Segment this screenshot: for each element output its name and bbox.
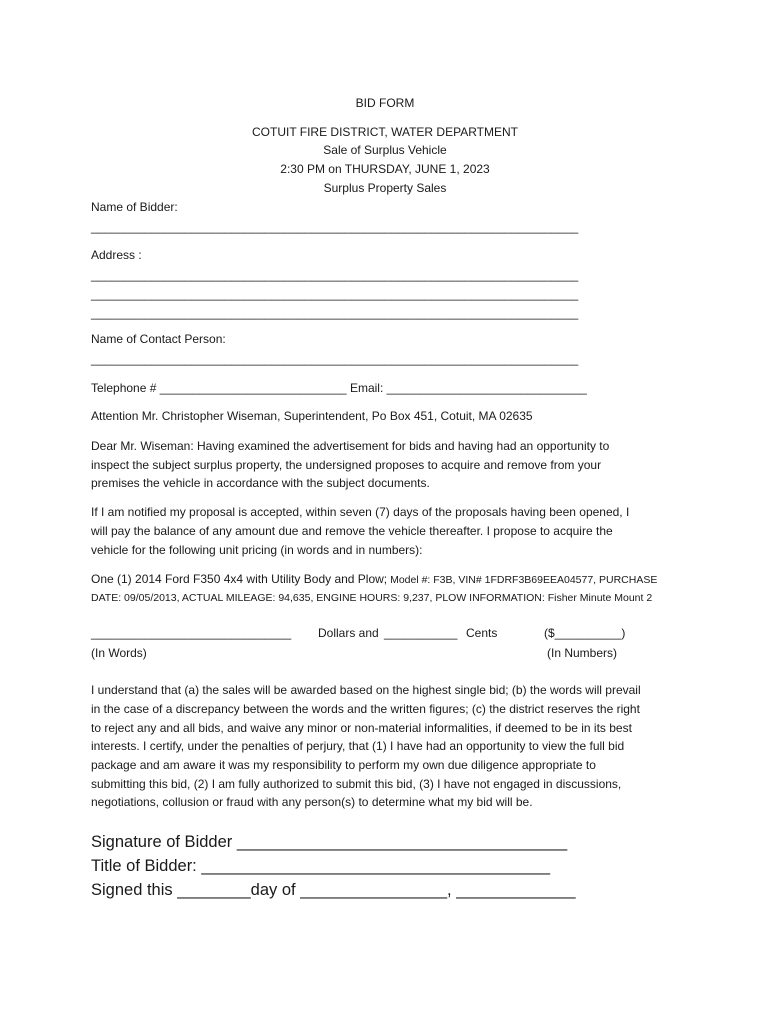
- terms-paragraph-line: negotiations, collusion or fraud with any person(s) to determine what my bid will be.: [91, 795, 533, 809]
- form-title: BID FORM: [355, 96, 415, 110]
- contact-person-label: Name of Contact Person:: [91, 332, 226, 346]
- signature-field[interactable]: ____________________________________: [236, 833, 568, 851]
- bid-opening-time: 2:30 PM on THURSDAY, JUNE 1, 2023: [280, 162, 490, 176]
- month-field[interactable]: ________________: [300, 881, 448, 899]
- vehicle-details-continued: DATE: 09/05/2013, ACTUAL MILEAGE: 94,635, ENGINE HOURS: 9,237, PLOW INFORMATION: Fisher Minute Mount 2: [91, 592, 653, 604]
- notice-paragraph-line: will pay the balance of any amount due and remove the vehicle thereafter. I propose to acquire the: [91, 524, 613, 538]
- contact-person-field[interactable]: _________________________________________________________________________: [91, 352, 579, 366]
- day-of-label: day of: [250, 881, 296, 899]
- price-numbers-field[interactable]: ($__________): [544, 626, 626, 640]
- year-separator: ,: [447, 881, 452, 899]
- telephone-row: [91, 381, 587, 395]
- address-field-1[interactable]: _________________________________________________________________________: [91, 268, 579, 282]
- in-numbers-caption: (In Numbers): [547, 646, 618, 660]
- terms-paragraph-line: to reject any and all bids, and waive any minor or non-material informalities, if deemed to be in its best: [91, 721, 632, 735]
- terms-paragraph-line: in the case of a discrepancy between the words and the written figures; (c) the district reserves the right: [91, 702, 640, 716]
- email-field[interactable]: ______________________________: [386, 381, 587, 395]
- terms-paragraph-line: I understand that (a) the sales will be awarded based on the highest single bid; (b) the words will prevail: [91, 683, 641, 697]
- intro-paragraph-line: premises the vehicle in accordance with the subject documents.: [91, 476, 430, 490]
- terms-paragraph-line: interests. I certify, under the penalties of perjury, that (1) I have had an opportunity to view the full bid: [91, 739, 625, 753]
- intro-paragraph-line: Dear Mr. Wiseman: Having examined the advertisement for bids and having had an opportunity to: [91, 439, 610, 453]
- cents-label: Cents: [466, 626, 498, 640]
- day-field[interactable]: ________: [177, 881, 251, 899]
- telephone-field[interactable]: ____________________________: [159, 381, 347, 395]
- title-row: [91, 856, 550, 876]
- vehicle-title: One (1) 2014 Ford F350 4x4 with Utility Body and Plow;: [91, 572, 388, 586]
- signed-this-label: Signed this: [91, 881, 173, 899]
- vehicle-description: [91, 572, 657, 587]
- attention-line: Attention Mr. Christopher Wiseman, Superintendent, Po Box 451, Cotuit, MA 02635: [91, 409, 533, 423]
- in-words-caption: (In Words): [91, 646, 147, 660]
- notice-paragraph-line: vehicle for the following unit pricing (in words and in numbers):: [91, 543, 423, 557]
- cents-field[interactable]: ___________: [384, 626, 458, 640]
- sale-subject: Sale of Surplus Vehicle: [323, 143, 447, 157]
- title-field[interactable]: ______________________________________: [201, 857, 551, 875]
- organization-name: COTUIT FIRE DISTRICT, WATER DEPARTMENT: [251, 125, 518, 139]
- address-label: Address :: [91, 248, 142, 262]
- telephone-label: Telephone #: [91, 381, 157, 395]
- signed-date-row: [91, 880, 576, 900]
- email-label: Email:: [349, 381, 384, 395]
- dollars-label: Dollars and: [318, 626, 379, 640]
- bidder-name-label: Name of Bidder:: [91, 200, 178, 214]
- price-words-field[interactable]: ______________________________: [91, 626, 292, 640]
- notice-paragraph-line: If I am notified my proposal is accepted, within seven (7) days of the proposals having been opened, I: [91, 505, 630, 519]
- bidder-name-field[interactable]: _________________________________________________________________________: [91, 220, 579, 234]
- title-label: Title of Bidder:: [91, 857, 197, 875]
- sale-category: Surplus Property Sales: [323, 181, 447, 195]
- address-field-3[interactable]: _________________________________________________________________________: [91, 306, 579, 320]
- signature-row: [91, 832, 567, 852]
- address-field-2[interactable]: _________________________________________________________________________: [91, 287, 579, 301]
- terms-paragraph-line: submitting this bid, (2) I am fully authorized to submit this bid, (3) I have not engaged in discussions,: [91, 777, 622, 791]
- signature-label: Signature of Bidder: [91, 833, 233, 851]
- terms-paragraph-line: package and am aware it was my responsibility to perform my own due diligence appropriate to: [91, 758, 596, 772]
- year-field[interactable]: _____________: [456, 881, 576, 899]
- vehicle-details: Model #: F3B, VIN# 1FDRF3B69EEA04577, PURCHASE: [387, 574, 658, 586]
- intro-paragraph-line: inspect the subject surplus property, the undersigned proposes to acquire and remove from your: [91, 458, 602, 472]
